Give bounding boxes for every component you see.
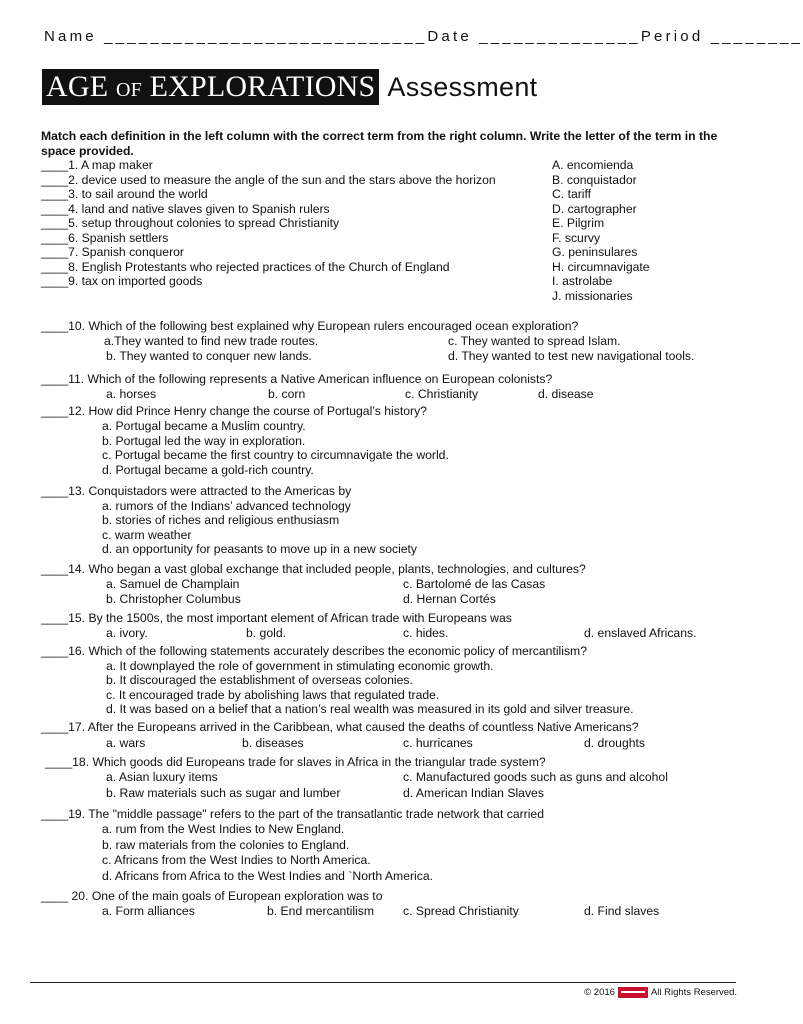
question-20-option-b: b. End mercantilism <box>267 904 375 918</box>
question-17-option-b: b. diseases <box>242 736 304 750</box>
question-12-option-d: d. Portugal became a gold-rich country. <box>102 462 314 477</box>
question-13-option-d: d. an opportunity for peasants to move up in a new society <box>102 542 418 556</box>
term-e: E. Pilgrim <box>552 216 605 230</box>
question-16-option-b: b. It discouraged the establishment of overseas colonies. <box>106 673 413 687</box>
question-14-option-d: d. Hernan Cortés <box>403 592 496 606</box>
title-assessment: Assessment <box>387 71 538 102</box>
question-17-stem: ____17. After the Europeans arrived in the Caribbean, what caused the deaths of countless Native Americans? <box>41 720 639 734</box>
name-label: Name ____________________________ <box>44 28 428 45</box>
term-a: A. encomienda <box>552 158 634 172</box>
term-f: F. scurvy <box>552 230 601 245</box>
matching-item-5: ____5. setup throughout colonies to spread Christianity <box>41 216 340 230</box>
footer <box>584 987 737 998</box>
question-11-option-c: c. Christianity <box>405 387 479 401</box>
rights-text: All Rights Reserved. <box>650 987 737 998</box>
title-banner <box>42 69 379 105</box>
question-17-option-a: a. wars <box>106 736 146 750</box>
question-18-option-c: c. Manufactured goods such as guns and alcohol <box>403 770 668 784</box>
term-c: C. tariff <box>552 187 592 201</box>
term-i: I. astrolabe <box>552 274 613 288</box>
question-20-option-a: a. Form alliances <box>102 904 195 918</box>
question-14-option-b: b. Christopher Columbus <box>106 592 241 606</box>
question-17-option-d: d. droughts <box>584 736 645 750</box>
question-18-option-a: a. Asian luxury items <box>106 770 218 784</box>
question-14-option-c: c. Bartolomé de las Casas <box>403 577 546 591</box>
question-12-option-b: b. Portugal led the way in exploration. <box>102 433 306 448</box>
term-h: H. circumnavigate <box>552 259 650 274</box>
question-10-option-c: c. They wanted to spread Islam. <box>448 334 621 348</box>
question-14-option-a: a. Samuel de Champlain <box>106 577 240 591</box>
question-10-option-d: d. They wanted to test new navigational tools. <box>448 349 695 363</box>
page-title <box>42 68 537 106</box>
question-18-option-d: d. American Indian Slaves <box>403 786 544 800</box>
publisher-logo-icon <box>618 987 648 998</box>
title-word-age: AGE <box>46 70 116 103</box>
question-17-option-c: c. hurricanes <box>403 736 473 750</box>
question-13-option-b: b. stories of riches and religious enthusiasm <box>102 513 340 527</box>
matching-item-2: ____2. device used to measure the angle of the sun and the stars above the horizon <box>41 172 496 187</box>
question-11-option-b: b. corn <box>268 387 306 401</box>
question-12-option-a: a. Portugal became a Muslim country. <box>102 419 306 433</box>
question-20-option-d: d. Find slaves <box>584 904 660 918</box>
question-10-option-b: b. They wanted to conquer new lands. <box>106 349 312 363</box>
question-16-option-c: c. It encouraged trade by abolishing laws that regulated trade. <box>106 687 440 702</box>
question-10-stem: ____10. Which of the following best explained why European rulers encouraged ocean exploration? <box>41 319 579 333</box>
question-19-option-c: c. Africans from the West Indies to North America. <box>102 853 371 867</box>
question-15-option-c: c. hides. <box>403 626 449 640</box>
question-18-stem: ____18. Which goods did Europeans trade for slaves in Africa in the triangular trade system? <box>45 755 546 769</box>
matching-instructions: Match each definition in the left column with the correct term from the right column. Write the letter of the term in the space provided. <box>41 129 718 158</box>
question-13-stem: ____13. Conquistadors were attracted to the Americas by <box>41 484 352 498</box>
question-11-option-d: d. disease <box>538 387 594 401</box>
question-18-option-b: b. Raw materials such as sugar and lumber <box>106 786 341 800</box>
question-10-option-a: a.They wanted to find new trade routes. <box>104 334 319 348</box>
question-15-stem: ____15. By the 1500s, the most important element of African trade with Europeans was <box>41 611 512 625</box>
term-g: G. peninsulares <box>552 245 638 259</box>
question-11-stem: ____11. Which of the following represents a Native American influence on European colonists? <box>41 372 553 386</box>
period-label: Period ________ <box>640 28 803 45</box>
term-j: J. missionaries <box>552 288 633 303</box>
term-b: B. conquistador <box>552 172 637 187</box>
footer-divider <box>30 982 736 983</box>
matching-item-9: ____9. tax on imported goods <box>41 274 203 288</box>
matching-item-4: ____4. land and native slaves given to Spanish rulers <box>41 201 330 216</box>
question-19-option-d: d. Africans from Africa to the West Indies and `North America. <box>102 868 434 883</box>
name-date-period-line <box>44 28 803 45</box>
matching-item-1: ____1. A map maker <box>41 158 153 172</box>
question-19-stem: ____19. The "middle passage" refers to the part of the transatlantic trade network that carried <box>41 807 544 821</box>
question-12-stem: ____12. How did Prince Henry change the course of Portugal’s history? <box>41 404 427 418</box>
question-20-stem: ____ 20. One of the main goals of European exploration was to <box>41 889 383 903</box>
question-15-option-d: d. enslaved Africans. <box>584 626 697 640</box>
question-11-option-a: a. horses <box>106 387 157 401</box>
question-13-option-c: c. warm weather <box>102 527 192 542</box>
question-19-option-a: a. rum from the West Indies to New England. <box>102 822 345 836</box>
date-label: Date ______________ <box>427 28 641 45</box>
question-15-option-b: b. gold. <box>246 626 286 640</box>
question-13-option-a: a. rumors of the Indians’ advanced technology <box>102 498 351 513</box>
matching-item-6: ____6. Spanish settlers <box>41 230 169 245</box>
question-14-stem: ____14. Who began a vast global exchange that included people, plants, technologies, and cultures? <box>41 562 586 576</box>
term-d: D. cartographer <box>552 201 637 216</box>
question-16-stem: ____16. Which of the following statements accurately describes the economic policy of mercantilism? <box>41 644 587 658</box>
matching-item-3: ____3. to sail around the world <box>41 187 208 201</box>
question-19-option-b: b. raw materials from the colonies to England. <box>102 837 350 852</box>
question-12-option-c: c. Portugal became the first country to circumnavigate the world. <box>102 448 449 462</box>
title-word-of: OF <box>115 79 142 101</box>
question-16-option-d: d. It was based on a belief that a nation’s real wealth was measured in its gold and silver treasure. <box>106 702 634 716</box>
question-20-option-c: c. Spread Christianity <box>403 904 519 918</box>
title-word-explorations: EXPLORATIONS <box>141 70 376 103</box>
copyright-text: © 2016 <box>584 987 615 998</box>
question-16-option-a: a. It downplayed the role of government in stimulating economic growth. <box>106 658 494 673</box>
question-15-option-a: a. ivory. <box>106 626 148 640</box>
matching-item-8: ____8. English Protestants who rejected practices of the Church of England <box>41 259 450 274</box>
matching-item-7: ____7. Spanish conqueror <box>41 245 184 259</box>
